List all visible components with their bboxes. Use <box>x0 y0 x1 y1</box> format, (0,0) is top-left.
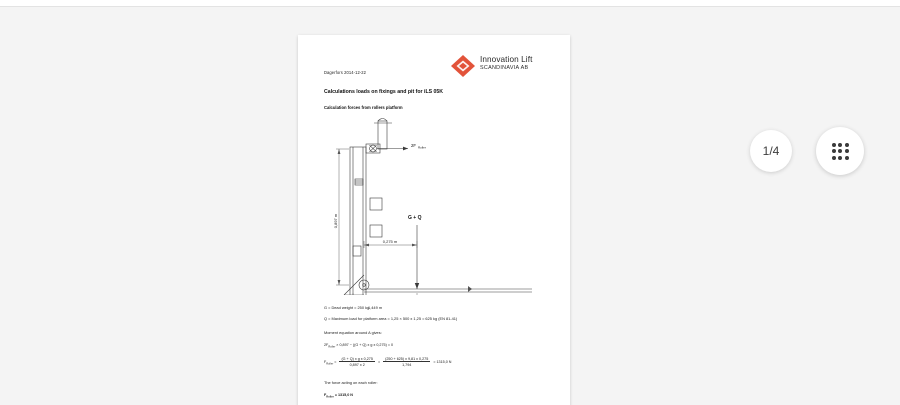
froller-symbol-sub: Roller <box>326 362 334 366</box>
logo-company-subtitle: SCANDINAVIA AB <box>480 65 529 71</box>
document-title: Calculations loads on fixings and pit for iLS 05K <box>324 89 444 95</box>
froller-num-2: (250 + 625) x 9,81 x 0,275 <box>385 357 429 361</box>
equation-moment <box>324 343 393 349</box>
logo-company-name: Innovation Lift <box>480 55 533 64</box>
final-value: = 1315,0 N <box>333 393 353 397</box>
drawing-svg <box>322 115 546 295</box>
svg-text:0,275 m: 0,275 m <box>382 239 398 244</box>
note-max-load: Q = Maximum load for platform area = 1,25 × 500 x 1,25 = 625 kg (EN 81-41) <box>324 316 458 321</box>
froller-result: = 1315,0 N <box>433 359 452 364</box>
equals-1: = <box>334 359 337 364</box>
diamond-logo-icon <box>450 54 476 78</box>
froller-fraction-1 <box>337 357 376 367</box>
grid-dots-icon <box>832 143 849 160</box>
svg-text:G + Q: G + Q <box>408 215 422 221</box>
equals-2: = <box>377 359 381 364</box>
note-moment-equation: Moment equation around A gives: <box>324 330 382 335</box>
equation-final <box>324 393 353 399</box>
froller-den-2: 1,794 <box>402 362 412 367</box>
froller-fraction-2 <box>381 357 432 367</box>
equation-moment-sub: Roller <box>328 345 336 349</box>
grid-menu-button[interactable] <box>816 127 864 175</box>
final-symbol: F <box>324 393 327 397</box>
document-page[interactable] <box>298 35 570 405</box>
document-content <box>298 35 570 405</box>
froller-den-1: 0,897 x 2 <box>349 362 365 367</box>
note-dead-weight: G = Dead weight = 250 kg <box>324 305 370 310</box>
final-symbol-sub: Roller <box>326 395 334 399</box>
document-subtitle: Calculation forces from rollers platform <box>324 105 403 110</box>
equation-froller <box>324 357 451 367</box>
page-indicator[interactable]: 1/4 <box>750 130 792 172</box>
dim-label-long: 1,449 m <box>368 305 383 310</box>
svg-text:2F: 2F <box>411 143 417 148</box>
svg-text:Roller: Roller <box>418 145 426 150</box>
froller-num-1: (G + Q) x g x 0,275 <box>341 357 373 361</box>
equation-moment-lead: 2F <box>324 343 329 347</box>
document-date: Dagerfors 2014-12-22 <box>324 70 367 75</box>
company-logo <box>450 52 554 80</box>
froller-symbol: F <box>324 359 327 364</box>
viewer-topbar <box>0 0 900 7</box>
note-force-each-roller: The force acting on each roller: <box>324 380 378 385</box>
equation-moment-rest: × 0,897 − ((G + Q) x g x 0,275) = 0 <box>335 343 394 347</box>
svg-text:0,897 m: 0,897 m <box>333 213 338 229</box>
